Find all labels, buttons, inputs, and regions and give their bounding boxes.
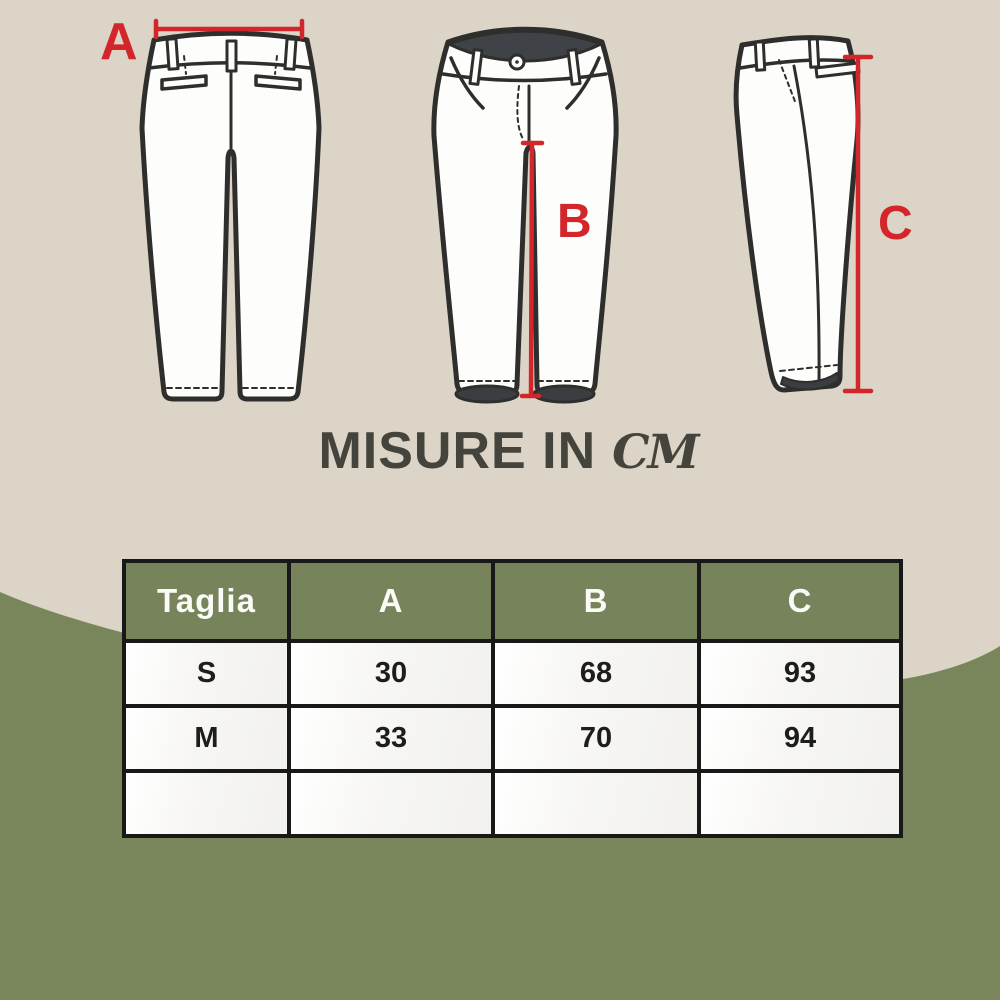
size-table	[122, 559, 903, 838]
measurement-label-c: C	[878, 197, 913, 250]
size-table-header-row	[124, 561, 901, 641]
measurement-label-a: A	[100, 13, 138, 71]
title	[8, 421, 1000, 481]
header-b: B	[493, 561, 699, 641]
size-s-b: 68	[493, 641, 699, 706]
header-taglia: Taglia	[124, 561, 289, 641]
header-a: A	[289, 561, 493, 641]
pants-back-view-drawing	[142, 33, 319, 399]
size-m-a: 33	[289, 706, 493, 771]
size-m-b: 70	[493, 706, 699, 771]
size-m: M	[124, 706, 289, 771]
table-row-s	[124, 641, 901, 706]
empty-cell	[124, 771, 289, 836]
table-row-m	[124, 706, 901, 771]
table-row-empty	[124, 771, 901, 836]
size-s-a: 30	[289, 641, 493, 706]
pants-side-view-drawing	[736, 38, 859, 390]
title-unit: CM	[612, 425, 698, 480]
empty-cell	[493, 771, 699, 836]
title-text: MISURE IN	[318, 422, 597, 480]
size-s: S	[124, 641, 289, 706]
header-c: C	[699, 561, 901, 641]
size-s-c: 93	[699, 641, 901, 706]
measurement-label-b: B	[557, 195, 592, 248]
size-m-c: 94	[699, 706, 901, 771]
empty-cell	[289, 771, 493, 836]
empty-cell	[699, 771, 901, 836]
